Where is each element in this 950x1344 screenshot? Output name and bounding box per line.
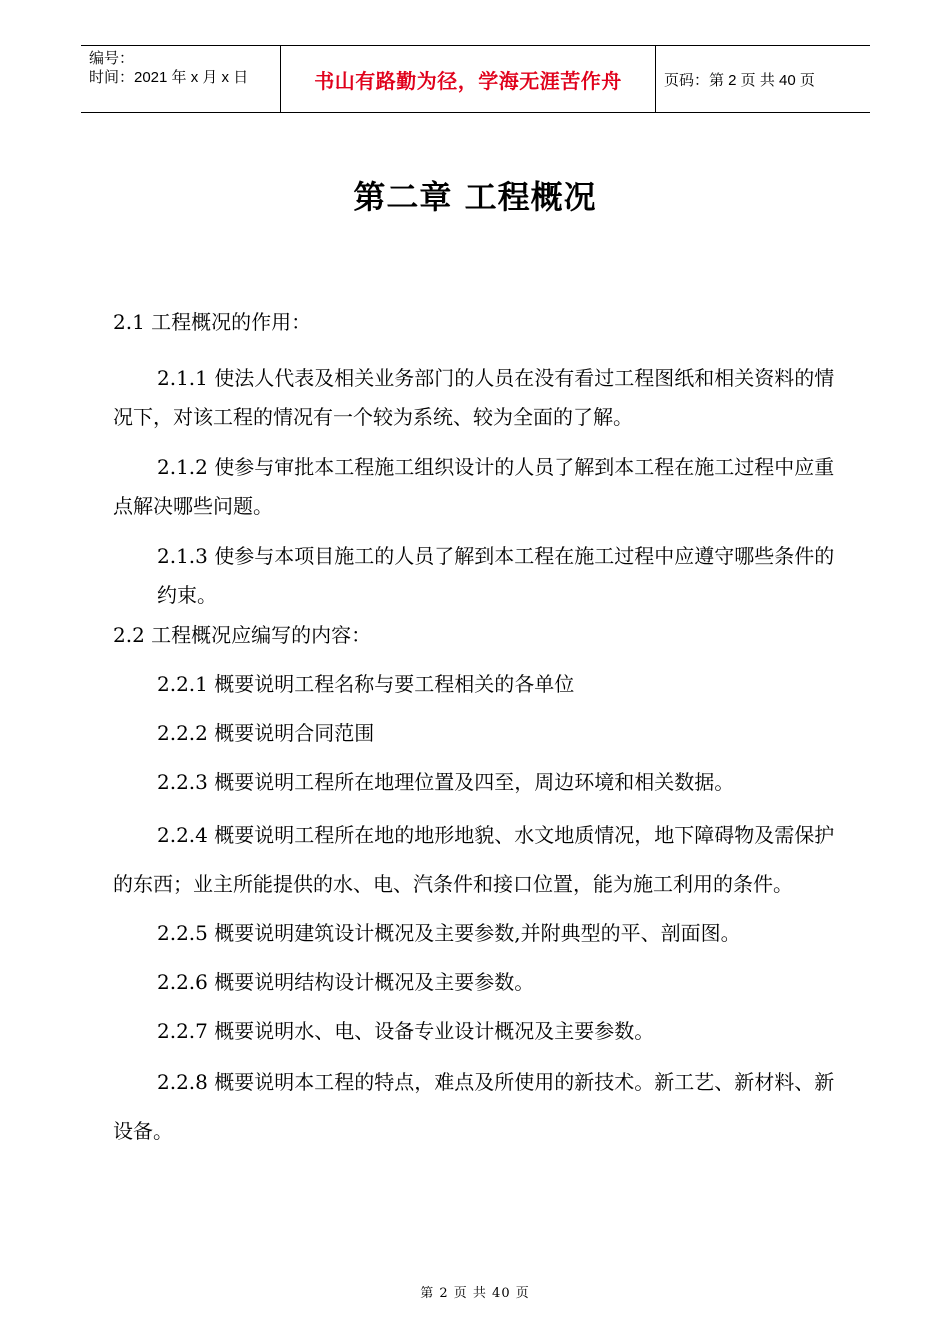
page-footer: 第 2 页 共 40 页	[420, 1286, 530, 1301]
paragraph-2-2-4: 2.2.4 概要说明工程所在地的地形地貌、水文地质情况，地下障碍物及需保护的东西；业主所能提供的水、电、汽条件和接口位置，能为施工利用的条件。	[113, 823, 835, 896]
motto-text: 书山有路勤为径，学海无涯苦作舟	[314, 68, 622, 93]
paragraph-2-2-6: 2.2.6 概要说明结构设计概况及主要参数。	[157, 970, 535, 994]
chapter-title: 第二章 工程概况	[353, 178, 597, 216]
code-label: 编号：	[89, 50, 135, 67]
header-motto-cell	[281, 46, 656, 112]
paragraph-2-2-8: 2.2.8 概要说明本工程的特点，难点及所使用的新技术。新工艺、新材料、新设备。	[113, 1070, 835, 1143]
paragraph-2-1-1: 2.1.1 使法人代表及相关业务部门的人员在没有看过工程图纸和相关资料的情况下，对该工程的情况有一个较为系统、较为全面的了解。	[113, 366, 835, 429]
section-heading-2-2: 2.2 工程概况应编写的内容：	[113, 623, 372, 647]
section-heading-2-1: 2.1 工程概况的作用：	[113, 310, 312, 334]
document-header	[81, 45, 870, 113]
header-meta	[81, 46, 281, 112]
paragraph-2-2-5: 2.2.5 概要说明建筑设计概况及主要参数,并附典型的平、剖面图。	[157, 921, 741, 945]
paragraph-2-2-3: 2.2.3 概要说明工程所在地理位置及四至，周边环境和相关数据。	[157, 770, 735, 794]
paragraph-2-1-2: 2.1.2 使参与审批本工程施工组织设计的人员了解到本工程在施工过程中应重点解决哪些问题。	[113, 455, 835, 518]
paragraph-2-2-1: 2.2.1 概要说明工程名称与要工程相关的各单位	[157, 672, 575, 696]
date-label: 时间：2021 年 x 月 x 日	[89, 69, 249, 86]
page-label: 页码：第 2 页 共 40 页	[664, 71, 815, 89]
paragraph-2-1-3: 2.1.3 使参与本项目施工的人员了解到本工程在施工过程中应遵守哪些条件的约束。	[157, 544, 835, 607]
document-body	[113, 310, 843, 1156]
paragraph-2-2-7: 2.2.7 概要说明水、电、设备专业设计概况及主要参数。	[157, 1019, 655, 1043]
paragraph-2-2-2: 2.2.2 概要说明合同范围	[157, 721, 375, 745]
header-page-cell	[656, 46, 870, 112]
